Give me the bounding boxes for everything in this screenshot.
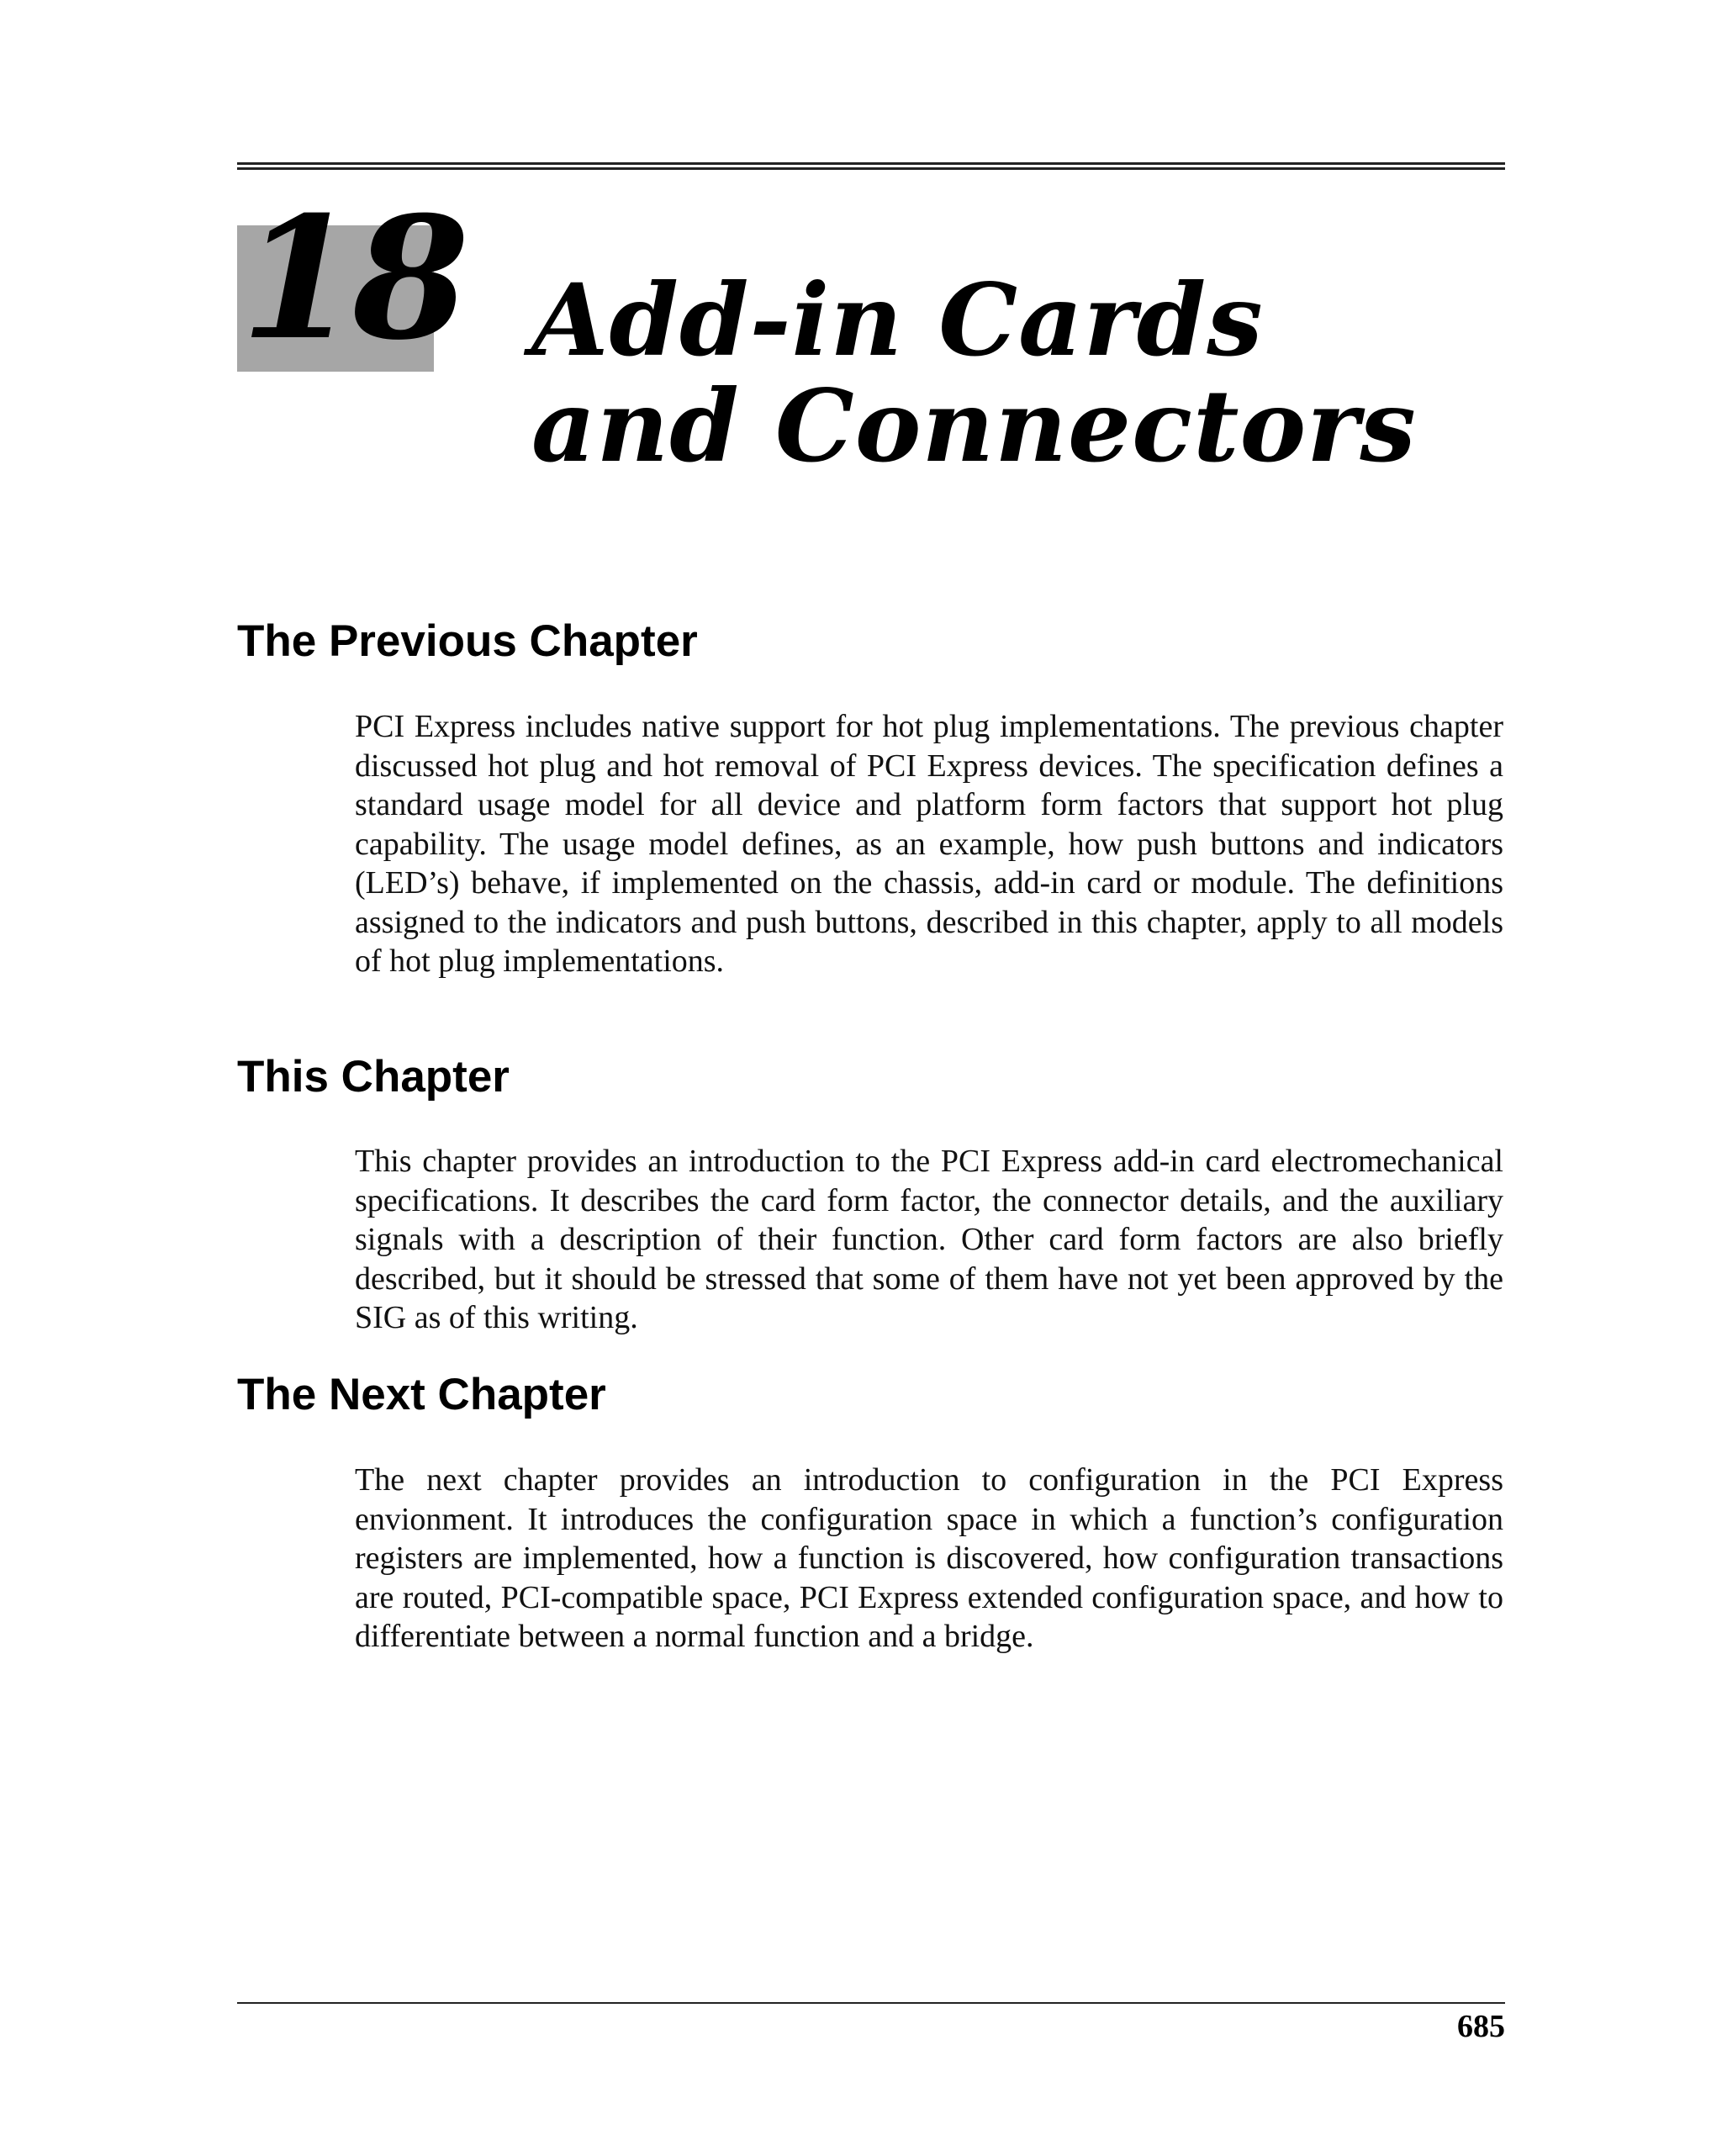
section-heading-next-chapter: The Next Chapter bbox=[237, 1370, 606, 1419]
chapter-number: 18 bbox=[240, 180, 465, 378]
top-double-rule bbox=[237, 162, 1505, 170]
footer-rule bbox=[237, 2002, 1505, 2004]
section-body-next-chapter: The next chapter provides an introduction to configuration in the PCI Express envionment. It introduces the configuration space in which a function’s configuration registers are implemented, how a function is discovered, how configuration transactions are routed, PCI-compatible space, PCI Express extended configuration space, and how to differentiate between a normal function and a bridge. bbox=[355, 1462, 1503, 1654]
chapter-number-block bbox=[237, 180, 465, 378]
chapter-title: Add-in Cards and Connectors bbox=[531, 262, 1417, 484]
page-number: 685 bbox=[1457, 2009, 1505, 2044]
section-body-previous-chapter: PCI Express includes native support for hot plug implementations. The previous chapter discussed hot plug and hot removal of PCI Express devices. The specification defines a standard usage model for all device and platform form factors that support hot plug capability. The usage model defines, as an example, how push buttons and indicators (LED’s) behave, if implemented on the chassis, add-in card or module. The definitions assigned to the indicators and push buttons, described in this chapter, apply to all models of hot plug implementations. bbox=[355, 709, 1503, 979]
section-heading-this-chapter: This Chapter bbox=[237, 1052, 510, 1102]
section-body-this-chapter: This chapter provides an introduction to the PCI Express add-in card electromechanical specifications. It describes the card form factor, the connector details, and the auxiliary signals with a description of their function. Other card form factors are also briefly described, but it should be stressed that some of them have not yet been approved by the SIG as of this writing. bbox=[355, 1144, 1503, 1335]
section-heading-previous-chapter: The Previous Chapter bbox=[237, 616, 698, 666]
